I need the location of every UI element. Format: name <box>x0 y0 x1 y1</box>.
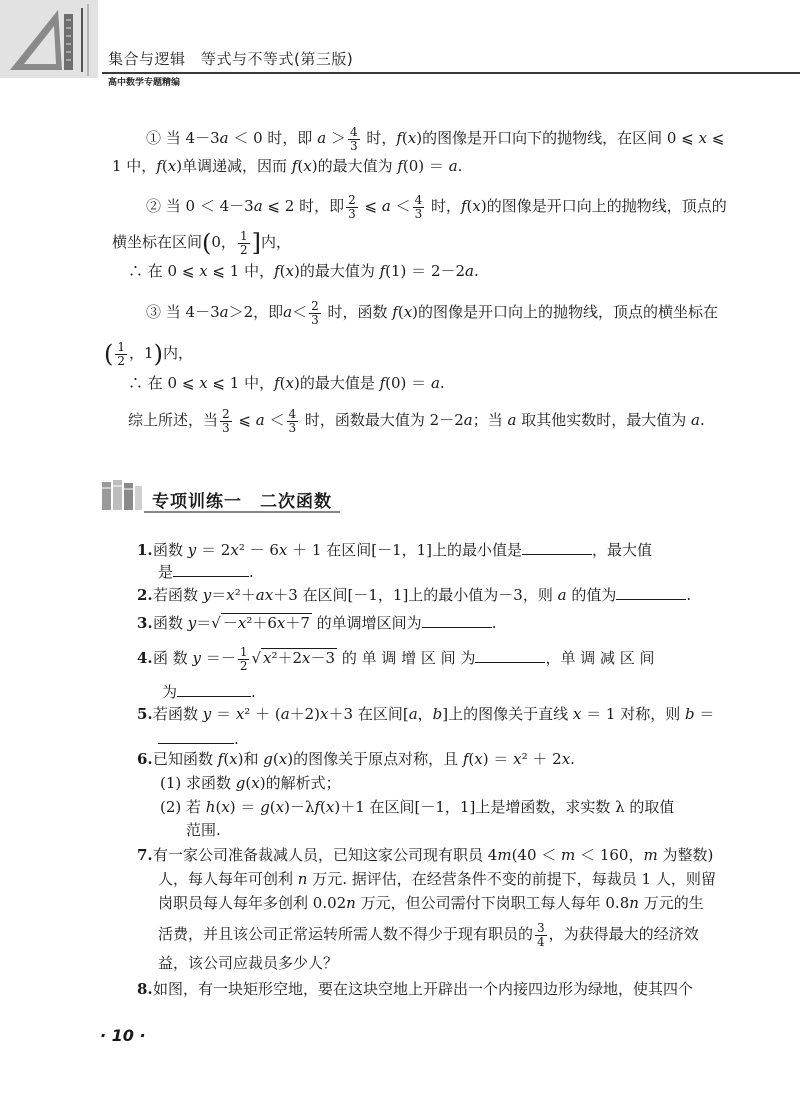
case-1-line-2: 1 中，f(x)单调递减，因而 f(x)的最大值为 f(0) ＝ a. <box>112 157 463 175</box>
section-rule <box>144 511 340 513</box>
set-square-logo-icon <box>0 0 98 78</box>
problem-8: 8.如图，有一块矩形空地，要在这块空地上开辟出一个内接四边形为绿地，使其四个 <box>137 980 694 998</box>
books-icon <box>100 478 144 512</box>
case-2-line-3: ∴ 在 0 ⩽ x ⩽ 1 中，f(x)的最大值为 f(1) ＝ 2－2a. <box>128 262 479 280</box>
case-3-line-2: ( $\frac{1}{2}$ ，1)内， <box>104 340 193 369</box>
section-title: 专项训练一 二次函数 <box>152 492 332 512</box>
problem-2: 2.若函数 y＝x²＋ax＋3 在区间[－1，1]上的最小值为－3，则 a 的值为 . <box>137 586 692 604</box>
answer-blank[interactable] <box>177 682 251 697</box>
answer-blank[interactable] <box>522 540 592 555</box>
header-title: 集合与逻辑 等式与不等式(第三版) <box>108 50 354 68</box>
answer-blank[interactable] <box>173 562 249 577</box>
section-heading <box>100 478 690 514</box>
problem-7-line-4: 活费，并且该公司正常运转所需人数不得少于现有职员的 $\frac{3}{4}$ ，为获得最大的经济效 <box>158 921 699 949</box>
problem-6-part-2-cont: 范围. <box>186 821 221 839</box>
problem-4-line-1: 4.函 数 y ＝－ $\frac{1}{2}$ √ x²＋2x－3 的 单 调 增 区 间 为 ，单 调 减 区 间 <box>137 645 655 673</box>
problem-7-line-3: 岗职员每人每年多创利 0.02n 万元，但公司需付下岗职工每人每年 0.8n 万元的生 <box>158 894 704 912</box>
header-rule <box>102 72 800 74</box>
problem-6: 6.已知函数 f(x)和 g(x)的图像关于原点对称，且 f(x) ＝ x² ＋ 2x. <box>137 750 575 768</box>
case-2-line-1: ② 当 0 ＜ 4－3a ⩽ 2 时，即 $\frac{2}{3}$ ⩽ a ＜ $\frac{4}{3}$ 时，f(x)的图像是开口向上的抛物线，顶点的 <box>146 193 727 221</box>
header-subtitle: 高中数学专题精编 <box>108 78 181 88</box>
problem-5-line-1: 5.若函数 y ＝ x² ＋ (a＋2)x＋3 在区间[a，b]上的图像关于直线 x ＝ 1 对称，则 b ＝ <box>137 705 715 723</box>
page-number: · 10 · <box>100 1026 146 1045</box>
problem-1-line-2: 是 . <box>158 563 254 581</box>
problem-1-line-1: 1.函数 y ＝ 2x² － 6x ＋ 1 在区间[－1，1]上的最小值是 ，最大值 <box>137 541 653 559</box>
answer-blank[interactable] <box>616 585 686 600</box>
summary-line: 综上所述，当 $\frac{2}{3}$ ⩽ a ＜ $\frac{4}{3}$ 时，函数最大值为 2－2a；当 a 取其他实数时，最大值为 a. <box>128 407 705 435</box>
case-3-line-3: ∴ 在 0 ⩽ x ⩽ 1 中，f(x)的最大值是 f(0) ＝ a. <box>128 374 445 392</box>
problem-6-part-1: (1) 求函数 g(x)的解析式； <box>160 774 341 792</box>
problem-5-line-2: . <box>158 729 239 747</box>
fraction-4-3: $\frac{4}{3}$ <box>349 125 358 153</box>
problem-7-line-5: 益，该公司应裁员多少人？ <box>158 954 339 972</box>
problem-3: 3.函数 y＝√ －x²＋6x＋7 的单调增区间为 . <box>137 614 497 632</box>
answer-blank[interactable] <box>422 613 492 628</box>
case-3-line-1: ③ 当 4－3a＞2，即a＜ $\frac{2}{3}$ 时，函数 f(x)的图像是开口向上的抛物线，顶点的横坐标在 <box>146 299 719 327</box>
answer-blank[interactable] <box>158 729 234 744</box>
case-1-line-1: ① 当 4－3a ＜ 0 时，即 a ＞ $\frac{4}{3}$ 时，f(x)的图像是开口向下的抛物线，在区间 0 ⩽ x ⩽ <box>146 125 725 153</box>
problem-4-line-2: 为 . <box>162 683 256 701</box>
problem-6-part-2: (2) 若 h(x) ＝ g(x)－λf(x)＋1 在区间[－1，1]上是增函数，求实数 λ 的取值 <box>160 798 675 816</box>
answer-blank[interactable] <box>475 648 545 663</box>
problem-7-line-1: 7.有一家公司准备裁减人员，已知这家公司现有职员 4m(40 ＜ m ＜ 160，m 为整数) <box>137 846 714 864</box>
case-2-line-2: 横坐标在区间(0， $\frac{1}{2}$ ]内， <box>112 229 291 258</box>
page-header <box>0 0 800 88</box>
problem-7-line-2: 人，每人每年可创利 n 万元. 据评估，在经营条件不变的前提下，每裁员 1 人，则留 <box>158 870 716 888</box>
